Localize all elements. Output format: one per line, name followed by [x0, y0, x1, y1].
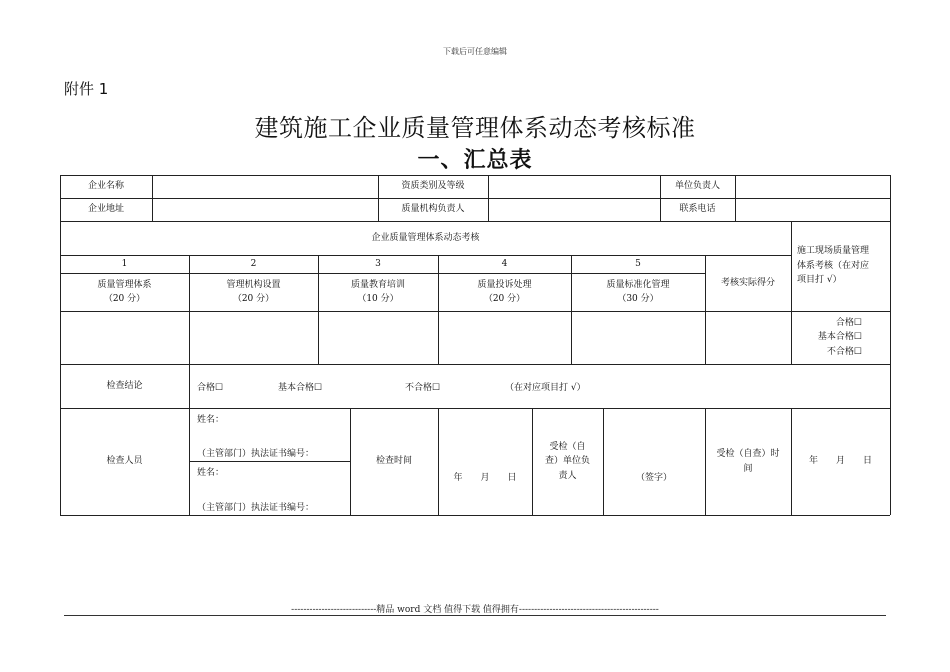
document-title: 建筑施工企业质量管理体系动态考核标准 [254, 114, 696, 142]
item-number: 2 [250, 258, 257, 269]
inspector-cert-1[interactable]: （主管部门）执法证书编号： [197, 449, 315, 459]
actual-score-label: 考核实际得分 [720, 277, 775, 288]
assessment-item [60, 273, 189, 311]
assessment-item [571, 273, 705, 311]
item-name: 质量标准化管理 [606, 279, 670, 290]
item-score: （20 分） [232, 294, 275, 304]
score-field-5[interactable] [571, 311, 705, 364]
quality-head-field[interactable] [488, 198, 660, 221]
item-score: （30 分） [617, 294, 659, 304]
item-name: 质量教育培训 [350, 279, 405, 290]
score-field-2[interactable] [189, 311, 318, 364]
company-name-label: 企业名称 [87, 181, 124, 192]
footer-divider [64, 615, 886, 616]
qualification-field[interactable] [488, 175, 660, 198]
item-score: （20 分） [483, 294, 526, 304]
item-score: （10 分） [357, 294, 399, 304]
site-pass-checkbox[interactable]: 合格☐ [835, 317, 862, 328]
conclusion-fail-checkbox[interactable]: 不合格☐ [405, 383, 441, 393]
conclusion-basic-checkbox[interactable]: 基本合格☐ [278, 383, 323, 393]
item-number: 5 [635, 258, 641, 269]
item-number: 4 [501, 258, 508, 269]
document-subtitle: 一、汇总表 [417, 147, 533, 173]
item-number: 3 [375, 258, 381, 269]
attachment-label: 附件 1 [64, 80, 109, 98]
company-address-label: 企业地址 [87, 204, 124, 215]
site-basic-checkbox[interactable]: 基本合格☐ [817, 332, 862, 343]
self-check-time-label: 受检（自查）时 间 [716, 449, 780, 474]
site-check-label: 施工现场质量管理 体系考核（在对应 项目打 √） [797, 246, 870, 286]
item-number: 1 [121, 258, 128, 269]
quality-head-label: 质量机构负责人 [401, 204, 465, 215]
inspector-label: 检查人员 [106, 456, 143, 467]
company-name-field[interactable] [152, 175, 378, 198]
item-name: 质量管理体系 [97, 279, 152, 290]
site-check-options [791, 311, 890, 364]
conclusion-pass-checkbox[interactable]: 合格☐ [197, 383, 224, 393]
inspector-name-1[interactable]: 姓名： [197, 415, 225, 425]
conclusion-label: 检查结论 [106, 380, 143, 391]
inspector-name-2[interactable]: 姓名： [197, 468, 225, 478]
assessment-item [318, 273, 438, 311]
conclusion-note: （在对应项目打 √） [505, 383, 586, 393]
footer-text: ----------------------------精品 word 文档 值得下载 值得拥有---------------------------------------------- [291, 605, 659, 615]
site-fail-checkbox[interactable]: 不合格☐ [826, 346, 862, 357]
inspector-cert-2[interactable]: （主管部门）执法证书编号： [197, 503, 315, 513]
header-note: 下载后可任意编辑 [443, 47, 507, 56]
assessment-item [438, 273, 571, 311]
unit-head-label: 单位负责人 [674, 181, 720, 192]
unit-head-field[interactable] [735, 175, 890, 198]
score-field-1[interactable] [60, 311, 189, 364]
phone-label: 联系电话 [679, 204, 716, 215]
item-name: 管理机构设置 [226, 279, 281, 290]
score-field-4[interactable] [438, 311, 571, 364]
check-date-field[interactable]: 年 月 日 [453, 473, 517, 484]
item-name: 质量投诉处理 [477, 279, 532, 290]
phone-field[interactable] [735, 198, 890, 221]
check-time-label: 检查时间 [375, 456, 412, 467]
assessment-item [189, 273, 318, 311]
score-field-3[interactable] [318, 311, 438, 364]
actual-score-field[interactable] [705, 311, 791, 364]
qualification-label: 资质类别及等级 [401, 181, 465, 192]
signature-field[interactable]: （签字） [635, 473, 672, 484]
assessment-header: 企业质量管理体系动态考核 [371, 232, 480, 243]
responsible-person-label: 受检（自 查）单位负 责人 [544, 441, 590, 481]
self-check-date-field[interactable]: 年 月 日 [808, 456, 872, 467]
company-address-field[interactable] [152, 198, 378, 221]
item-score: （20 分） [103, 294, 146, 304]
